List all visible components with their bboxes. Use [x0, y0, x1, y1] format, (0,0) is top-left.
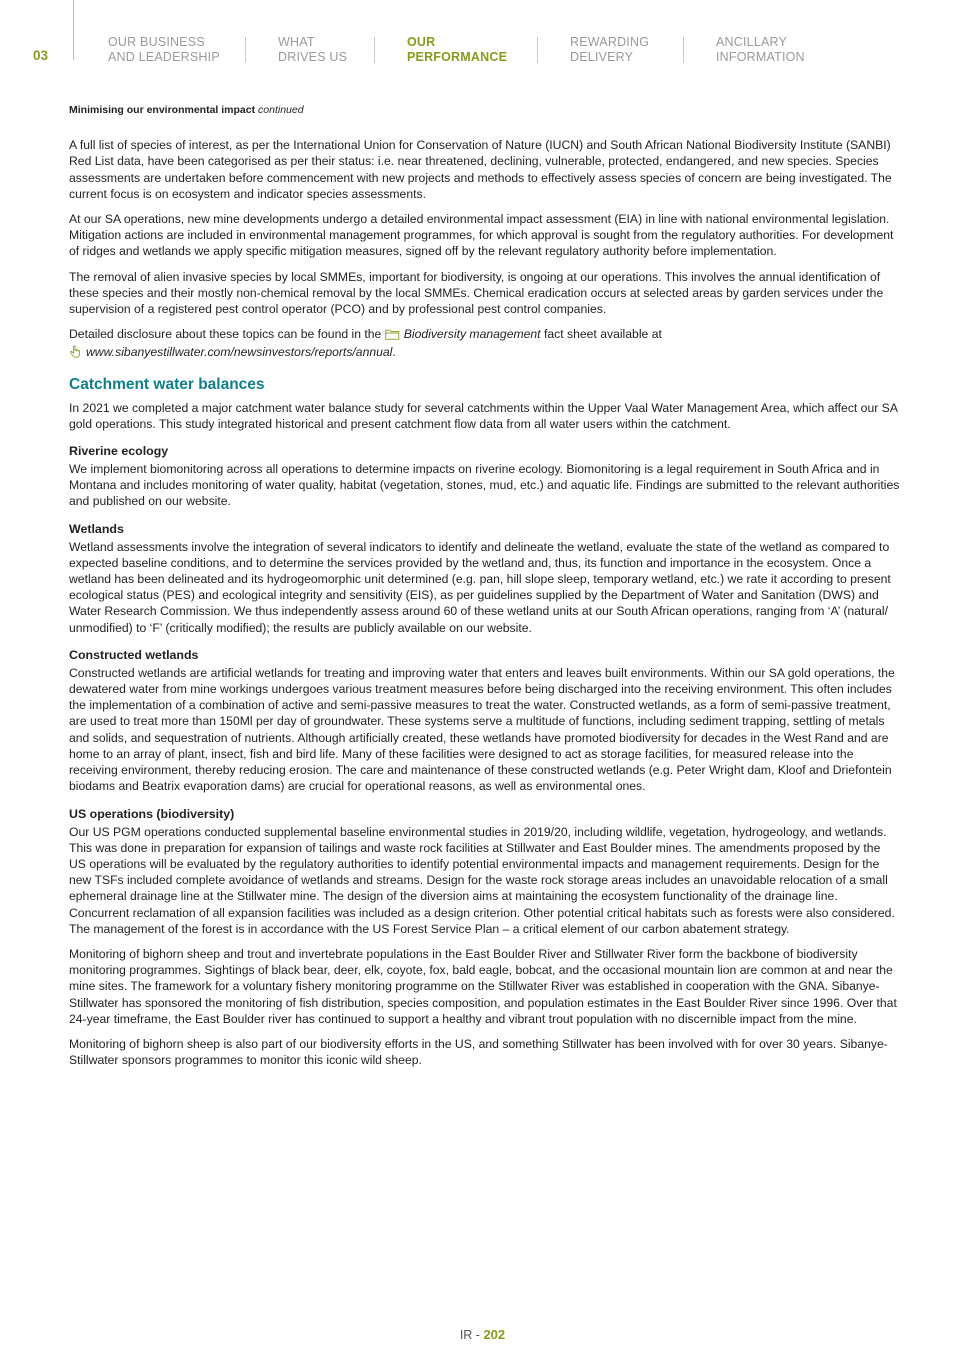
annual-reports-url-link[interactable]: www.sibanyestillwater.com/newsinvestors/reports/annual — [86, 345, 393, 360]
us-operations-paragraph-2: Monitoring of bighorn sheep and trout and invertebrate populations in the East Boulder River and Stillwater River form the backbone of biodiversity monitoring programmes. Sightings of black bear, deer, elk, coyote, fox, bald eagle, bobcat, and the occasional mountain lion are common at and near the mine sites. The framework for a voluntary fishery monitoring programme on the Stillwater River was established in cooperation with the GNA. Sibanye-Stillwater has sponsored the monitoring of fish distribution, species composition, and population estimates in the East Boulder River since 1996. Over that 24-year timeframe, the East Boulder river has continued to support a healthy and vibrant trout population with no discernible impact from the mine. — [69, 946, 897, 1026]
riverine-heading: Riverine ecology — [69, 444, 169, 459]
us-operations-heading: US operations (biodiversity) — [69, 806, 235, 821]
intro-paragraph-3: The removal of alien invasive species by local SMMEs, important for biodiversity, is ongoing at our operations. This involves the annual identification of these species and their mostly non-chemical removal by the local SMMEs. Chemical eradication occurs at selected areas by garden services under the supervision of a registered pest control operator (PCO) and by professional pest control companies. — [69, 269, 884, 317]
nav-separator — [683, 37, 684, 63]
biodiversity-factsheet-link[interactable]: Biodiversity management — [403, 327, 541, 342]
section-number: 03 — [33, 48, 49, 63]
wetlands-paragraph: Wetland assessments involve the integration of several indicators to identify and delineate the wetland, evaluate the state of the wetland as compared to expected baseline conditions, and to determine the services provided by the wetland and, thus, its function and importance in the ecosystem. Once a wetland has been delineated and its hydrogeomorphic unit determined (e.g. pan, hill slope sleep, temporary wetland, etc.) we rate it according to present ecological status (PES) and ecological integrity and sensitivity (EIS), as per guidelines supplied by the Department of Water and Sanitation (DWS) and Water Research Commission. We thus independently assess around 60 of these wetland units at our South African operations, ranging from ‘A’ (natural/ unmodified) to ‘F’ (critically modified); the results are publicly available on our website. — [69, 539, 891, 635]
nav-rewarding-delivery[interactable] — [570, 35, 649, 65]
header-divider-line — [73, 0, 74, 60]
catchment-heading: Catchment water balances — [69, 375, 265, 393]
page-footer — [0, 1327, 965, 1342]
riverine-paragraph: We implement biomonitoring across all operations to determine impacts on riverine ecology. Biomonitoring is a legal requirement in South Africa and in Montana and includes monitoring of water quality, habitat (vegetation, stones, mud, etc.) and aquatic life. Findings are submitted to the relevant authorities and published on our website. — [69, 462, 900, 509]
footer-prefix: IR - — [459, 1328, 480, 1342]
catchment-paragraph: In 2021 we completed a major catchment water balance study for several catchments within the Upper Vaal Water Management Area, which affect our SA gold operations. This study integrated historical and present catchment flow data from all water users within the catchment. — [69, 400, 898, 431]
nav-label-line1: REWARDING — [570, 35, 650, 49]
constructed-wetlands-heading: Constructed wetlands — [69, 647, 199, 662]
nav-label-line1: WHAT — [278, 35, 315, 49]
wetlands-heading: Wetlands — [69, 521, 124, 536]
nav-ancillary-information[interactable] — [716, 35, 805, 65]
nav-separator — [537, 37, 538, 63]
constructed-wetlands-paragraph: Constructed wetlands are artificial wetlands for treating and improving water that enters and leaves built environments. Within our SA gold operations, the dewatered water from mine workings undergoes various treatment measures before being discharged into the receiving environment. This often includes the implementation of a combination of active and semi-passive measures to treat the water. Constructed wetlands, as a form of semi-passive treatment, are used to treat more than 150Ml per day of groundwater. These systems serve a multitude of functions, including sediment trapping, settling of metals and solids, and sequestration of nutrients. Although artificially created, these wetlands have promoted biodiversity for decades in the West Rand and are home to an array of plant, insect, fish and bird life. Many of these facilities were designed to act as storage facilities, for measured release into the receiving environment, thereby reducing erosion. The care and maintenance of these constructed wetlands (e.g. Peter Wright dam, Kloof and Driefontein biodams and Beatrix evaporation dams) are crucial for operational reasons, as well as environmental ones. — [69, 665, 895, 794]
disclosure-text: Detailed disclosure about these topics can be found in the — [69, 327, 382, 342]
folder-icon — [385, 328, 400, 344]
disclosure-text-after: fact sheet available at — [543, 327, 662, 342]
nav-label-line2: PERFORMANCE — [407, 50, 508, 64]
url-period: . — [392, 345, 396, 360]
disclosure-paragraph — [69, 326, 900, 362]
breadcrumb-title: Minimising our environmental impact — [69, 104, 256, 116]
nav-our-business[interactable] — [108, 35, 220, 65]
nav-label-line2: AND LEADERSHIP — [108, 50, 220, 64]
nav-label-line2: DRIVES US — [278, 50, 348, 64]
breadcrumb — [69, 102, 900, 118]
us-operations-paragraph-1: Our US PGM operations conducted supplemental baseline environmental studies in 2019/20, including wildlife, vegetation, hydrogeology, and wetlands. This was done in preparation for expansion of tailings and waste rock facilities at Stillwater and East Boulder mines. The amendments proposed by the US operations will be evaluated by the regulatory authorities to identify potential environmental impacts and management requirements. Design for the new TSFs included complete avoidance of wetlands and streams. Design for the waste rock storage areas includes an unavoidable relocation of a small ephemeral drainage line at the Stillwater mine. The design of the diversion aims at maintaining the ecosystem functionality of the drainage line. Concurrent reclamation of all expansion facilities was included as a design criterion. Other potential critical habitats such as forests were also considered. The management of the forest is in accordance with the US Forest Service Plan – a critical element of our carbon abatement strategy. — [69, 824, 895, 936]
nav-label-line2: INFORMATION — [716, 50, 805, 64]
us-operations-paragraph-3: Monitoring of bighorn sheep is also part of our biodiversity efforts in the US, and something Stillwater has been involved with for over 30 years. Sibanye-Stillwater sponsors programmes to monitor this iconic wild sheep. — [69, 1036, 888, 1068]
nav-label-line1: OUR — [407, 35, 436, 49]
nav-separator — [374, 37, 375, 63]
nav-label-line1: OUR BUSINESS — [108, 35, 205, 49]
nav-label-line2: DELIVERY — [570, 50, 634, 64]
page-number: 202 — [483, 1327, 506, 1342]
nav-label-line1: ANCILLARY — [716, 35, 788, 49]
nav-separator — [245, 37, 246, 63]
nav-what-drives-us[interactable] — [278, 35, 347, 65]
pointer-hand-icon — [69, 345, 82, 362]
intro-paragraph-1: A full list of species of interest, as per the International Union for Conservation of Nature (IUCN) and South African National Biodiversity Institute (SANBI) Red List data, have been categorised as per their status: i.e. near threatened, declining, vulnerable, protected, endangered, and new species. Species assessments are undertaken before commencement with new projects and methods to effectively assess species of concern are being investigated. The current focus is on ecosystem and indicator species assessments. — [69, 138, 892, 201]
main-content — [69, 102, 900, 1077]
nav-our-performance[interactable] — [407, 35, 507, 65]
breadcrumb-continued: continued — [258, 104, 304, 116]
intro-paragraph-2: At our SA operations, new mine developments undergo a detailed environmental impact assessment (EIA) in line with national environmental legislation. Mitigation actions are included in environmental management programmes, for which approval is sought from the regulatory authorities. For development of ridges and wetlands we apply specific mitigation measures, signed off by the relevant regulatory authority before implementation. — [69, 212, 894, 259]
